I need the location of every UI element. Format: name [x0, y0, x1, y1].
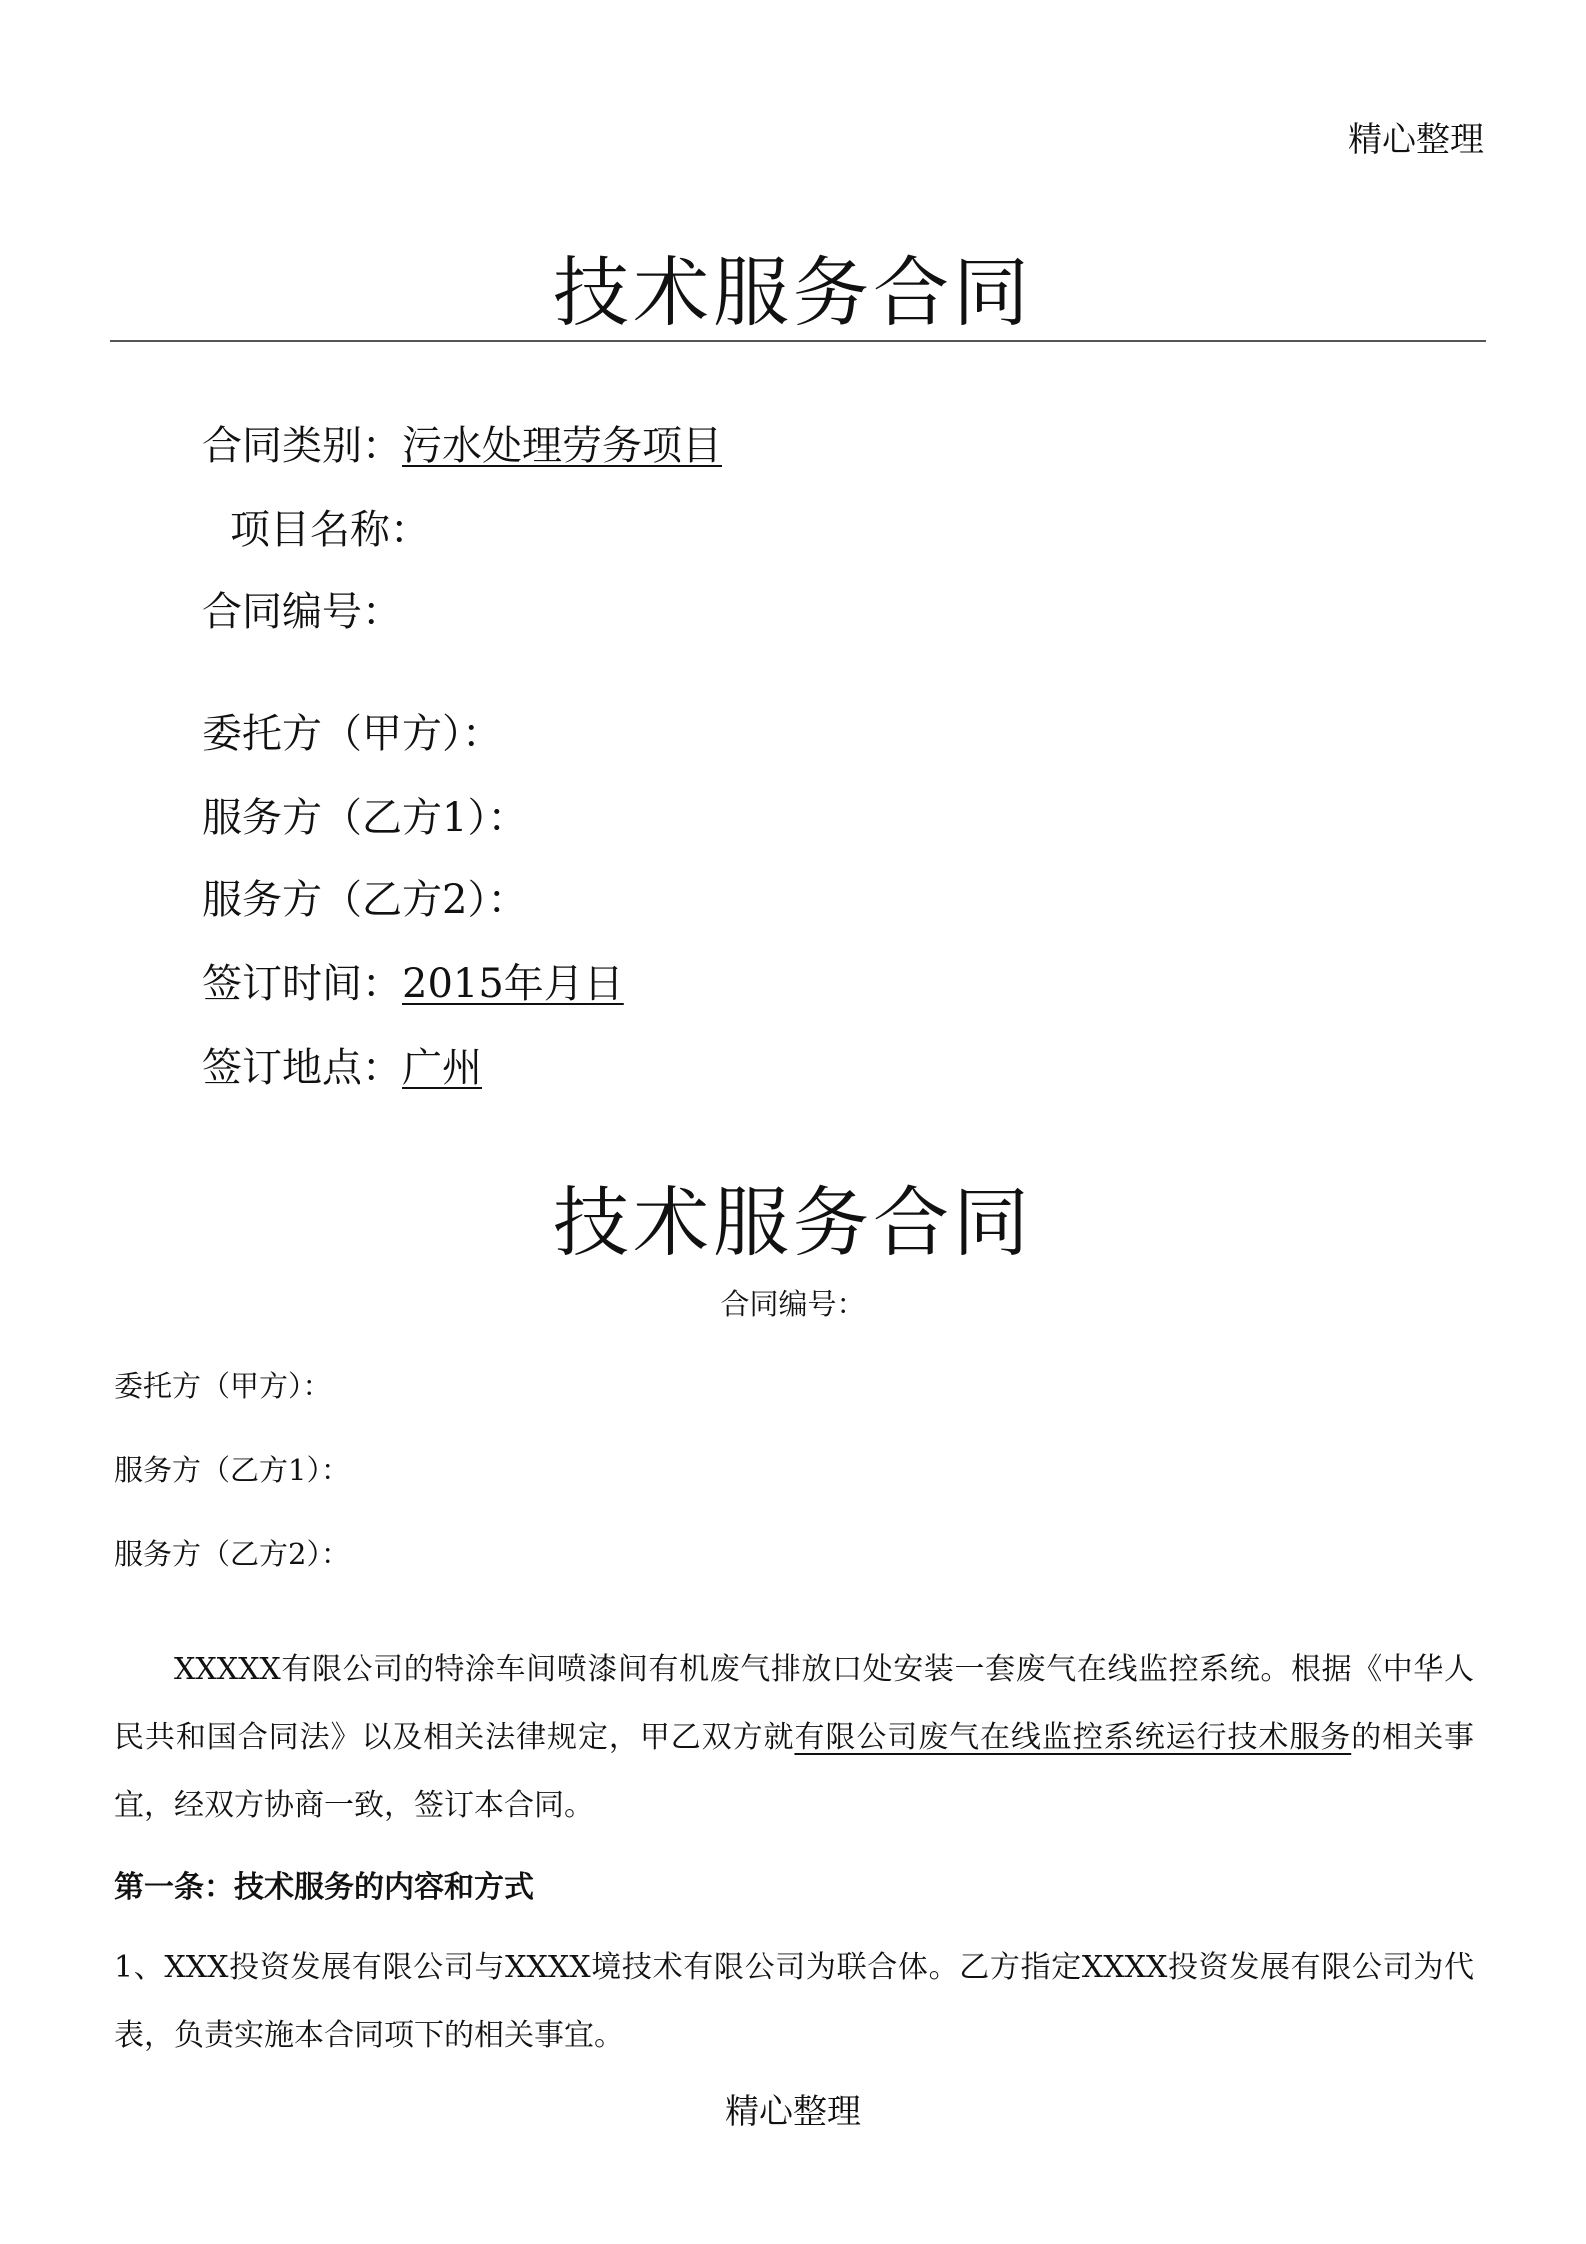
field-label: 合同类别： — [202, 423, 402, 469]
intro-paragraph — [114, 1636, 1474, 1840]
intro-text-end: 的相关事宜，经双方协商一致，签订本合同。 — [114, 1720, 1475, 1823]
party-provider-1: 服务方（乙方1）： — [114, 1453, 350, 1487]
header-note: 精心整理 — [1348, 120, 1484, 160]
contract-title: 技术服务合同 — [553, 1178, 1033, 1267]
intro-text: XXXXX有限公司的特涂车间喷漆间有机废气排放口处安装一套废气在线监控系统。根据《中华人民共和国合同法》以及相关法律规定，甲乙双方就 — [114, 1652, 1474, 1755]
cover-field-signing-date — [202, 952, 624, 1009]
party-client: 委托方（甲方）： — [114, 1369, 332, 1403]
cover-field-contract-category — [202, 414, 722, 471]
article-1-item-1: 1、XXX投资发展有限公司与XXXX境技术有限公司为联合体。乙方指定XXXX投资发展有限公司为代表，负责实施本合同项下的相关事宜。 — [114, 1950, 1474, 2053]
cover-field-client — [202, 702, 502, 759]
cover-field-provider-2 — [202, 868, 527, 925]
field-label: 委托方（甲方）： — [202, 711, 502, 757]
intro-underlined-text: 有限公司废气在线监控系统运行技术服务 — [794, 1720, 1352, 1755]
party-provider-2: 服务方（乙方2）： — [114, 1537, 350, 1571]
field-value: 2015年月日 — [402, 961, 624, 1007]
field-label: 服务方（乙方2）： — [202, 877, 528, 923]
field-value: 广州 — [402, 1045, 482, 1091]
cover-field-provider-1 — [202, 786, 527, 843]
field-value: 污水处理劳务项目 — [402, 423, 722, 469]
cover-field-signing-place — [202, 1036, 482, 1093]
cover-field-contract-number — [202, 580, 402, 637]
contract-number-label: 合同编号： — [720, 1287, 866, 1321]
title-divider — [110, 340, 1486, 342]
field-label: 签订地点： — [202, 1045, 402, 1091]
cover-title: 技术服务合同 — [553, 248, 1033, 337]
field-label: 合同编号： — [202, 589, 402, 635]
field-label: 服务方（乙方1）： — [202, 795, 528, 841]
cover-field-project-name — [230, 498, 430, 555]
field-label: 项目名称： — [230, 507, 430, 553]
field-label: 签订时间： — [202, 961, 402, 1007]
article-1-heading: 第一条：技术服务的内容和方式 — [114, 1870, 534, 1905]
footer-note: 精心整理 — [725, 2092, 861, 2132]
